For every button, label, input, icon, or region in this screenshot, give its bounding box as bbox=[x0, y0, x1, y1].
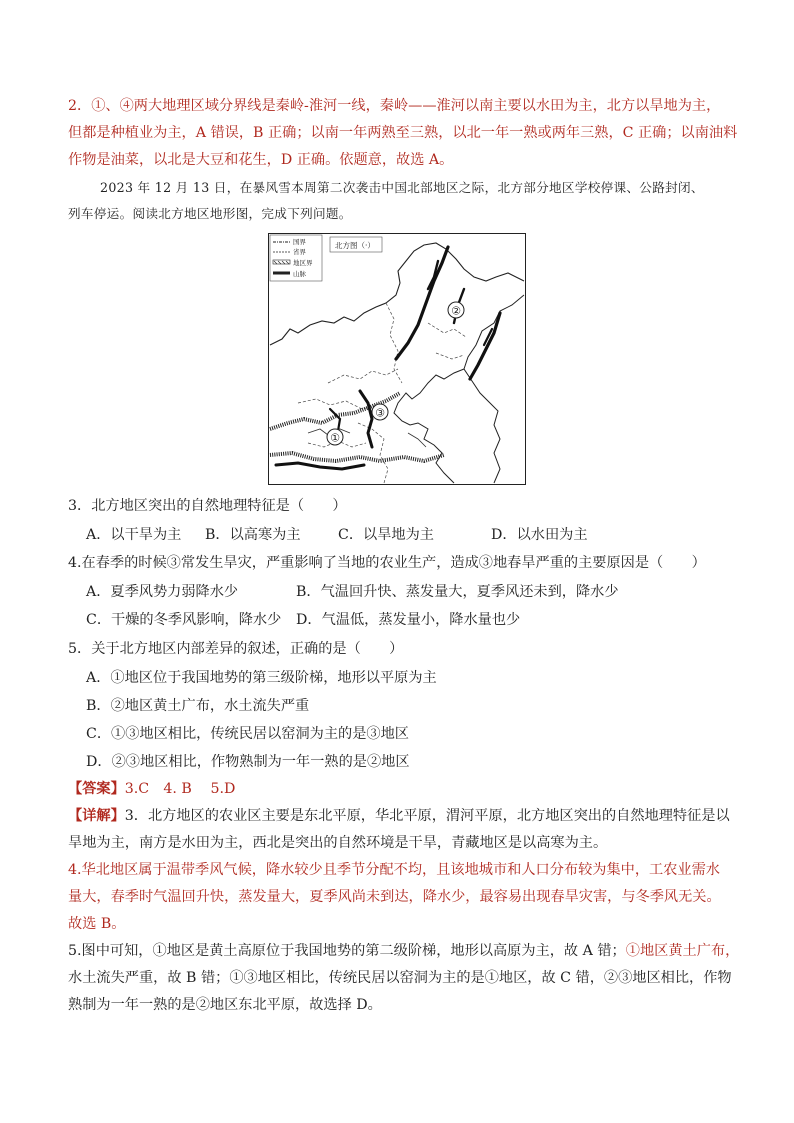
region-3-label: ③ bbox=[375, 406, 385, 420]
detail-q4-line-1: 4.华北地区属于温带季风气候，降水较少且季节分配不均，且该地城市和人口分布较为集中，工农业需水 bbox=[68, 862, 720, 878]
q2-explanation-line-2: 但都是种植业为主，A 错误，B 正确；以南一年两熟至三熟，以北一年一熟或两年三熟，C 正确；以南油料 bbox=[68, 125, 738, 141]
q2-explanation-line-3: 作物是油菜，以北是大豆和花生，D 正确。依题意，故选 A。 bbox=[68, 152, 454, 168]
detail-q5-row-1 bbox=[68, 941, 739, 961]
q3-stem: 3．北方地区突出的自然地理特征是（ ） bbox=[68, 498, 347, 514]
q2-explanation-line-1: 2．①、④两大地理区域分界线是秦岭-淮河一线，秦岭——淮河以南主要以水田为主，北方以旱地为主， bbox=[68, 98, 721, 114]
q3-option-d[interactable]: D．以水田为主 bbox=[491, 527, 588, 543]
intro-line-2: 列车停运。阅读北方地区地形图，完成下列问题。 bbox=[68, 206, 352, 221]
q4-option-a[interactable]: A．夏季风势力弱降水少 bbox=[86, 584, 239, 600]
detail-q4-line-3: 故选 B。 bbox=[68, 916, 126, 932]
answer-text: 3.C 4. B 5.D bbox=[124, 781, 236, 797]
q4-option-c[interactable]: C．干燥的冬季风影响，降水少 bbox=[86, 612, 282, 628]
legend-label-mountain: 山脉 bbox=[293, 270, 306, 278]
answer-label: 【答案】 bbox=[68, 781, 125, 797]
detail-label: 【详解】 bbox=[68, 808, 125, 824]
q4-stem: 4.在春季的时候③常发生旱灾，严重影响了当地的农业生产，造成③地春旱严重的主要原因是（ ） bbox=[68, 555, 706, 571]
q3-option-c[interactable]: C．以旱地为主 bbox=[338, 527, 434, 543]
legend-label-national: 国界 bbox=[293, 238, 306, 246]
q3-option-b[interactable]: B．以高寒为主 bbox=[205, 527, 301, 543]
detail-q5-line-2: 水土流失严重，故 B 错；①③地区相比，传统民居以窑洞为主的是①地区，故 C 错，②③地区相比，作物 bbox=[68, 970, 732, 986]
detail-q5-line-1a: 5.图中可知，①地区是黄土高原位于我国地势的第二级阶梯，地形以高原为主，故 A 错； bbox=[68, 943, 626, 959]
region-1-label: ① bbox=[330, 431, 340, 445]
detail-q5-line-3: 熟制为一年一熟的是②地区东北平原，故选择 D。 bbox=[68, 997, 382, 1013]
legend-label-region: 地区界 bbox=[293, 259, 313, 267]
region-2-label: ② bbox=[451, 304, 461, 318]
detail-row-1 bbox=[68, 806, 730, 826]
legend-region-border-icon bbox=[273, 260, 290, 264]
northern-region-map bbox=[268, 233, 526, 485]
intro-line-1: 2023 年 12 月 13 日，在暴风雪本周第二次袭击中国北部地区之际，北方部分地区学校停课、公路封闭、 bbox=[100, 180, 704, 195]
q5-option-b[interactable]: B．②地区黄土广布，水土流失严重 bbox=[86, 698, 310, 714]
q3-option-a[interactable]: A．以干旱为主 bbox=[86, 527, 182, 543]
q5-option-a[interactable]: A．①地区位于我国地势的第三级阶梯，地形以平原为主 bbox=[86, 670, 437, 686]
detail-q4-line-2: 量大，春季时气温回升快，蒸发量大，夏季风尚未到达，降水少，最容易出现春旱灾害，与冬季风无关。 bbox=[68, 889, 721, 905]
q4-option-d[interactable]: D．气温低，蒸发量小，降水量也少 bbox=[296, 612, 521, 628]
detail-q5-line-1b: ①地区黄土广布， bbox=[625, 943, 740, 959]
q5-stem: 5．关于北方地区内部差异的叙述，正确的是（ ） bbox=[68, 641, 404, 657]
map-title: 北方图（·） bbox=[335, 241, 375, 250]
legend-label-province: 省界 bbox=[293, 248, 306, 256]
q5-option-d[interactable]: D．②③地区相比，作物熟制为一年一熟的是②地区 bbox=[86, 754, 410, 770]
q5-option-c[interactable]: C．①③地区相比，传统民居以窑洞为主的是③地区 bbox=[86, 726, 409, 742]
detail-q3-line-1: 3．北方地区的农业区主要是东北平原，华北平原，渭河平原，北方地区突出的自然地理特征是以 bbox=[124, 808, 730, 824]
detail-q3-line-2: 旱地为主，南方是水田为主，西北是突出的自然环境是干旱，青藏地区是以高寒为主。 bbox=[68, 835, 608, 851]
q4-option-b[interactable]: B．气温回升快、蒸发量大，夏季风还未到，降水少 bbox=[296, 584, 619, 600]
map-svg bbox=[268, 233, 526, 485]
answer-row bbox=[68, 779, 235, 799]
